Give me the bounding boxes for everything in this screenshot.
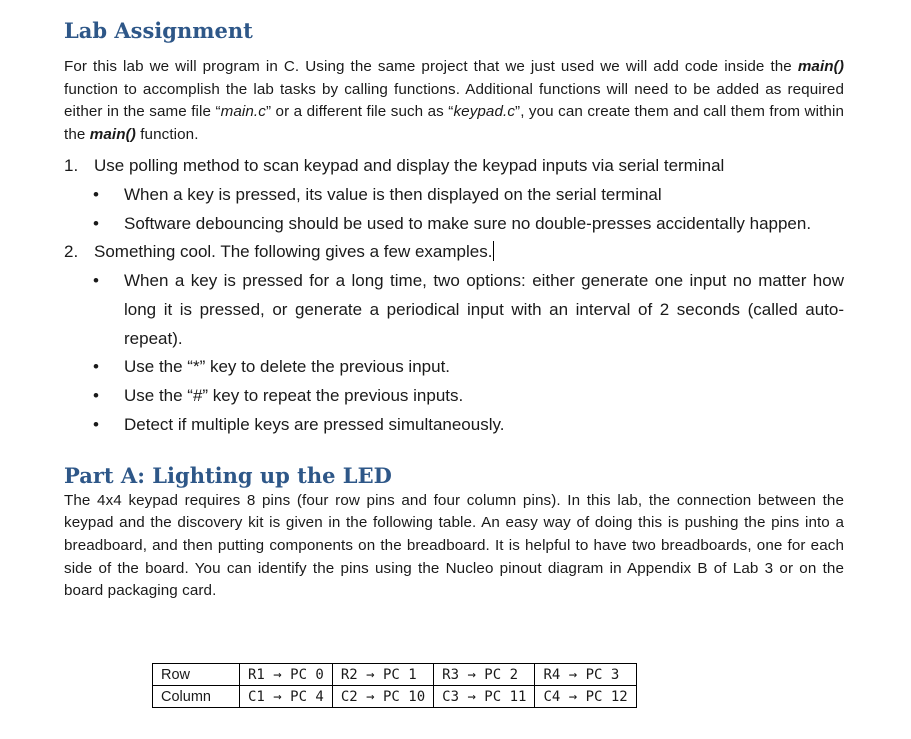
task-list [64,152,844,439]
table-row [153,686,637,708]
column-label-cell: Column [153,686,240,708]
document-page [64,14,844,603]
bullet-text: When a key is pressed for a long time, two options: either generate one input no matter how long it is pressed, or generate a periodical input with an interval of 2 seconds (called auto-repeat). [124,270,844,348]
intro-text-1: For this lab we will program in C. Using the same project that we just used we will add code inside the [64,58,798,75]
bullet-icon: • [93,213,99,233]
bullet-item [64,267,844,353]
pin-cell: C2 → PC 10 [332,686,433,708]
pin-mapping-table [152,663,637,708]
task-number: 1. [64,156,79,176]
bullet-icon: • [93,270,99,290]
lab-assignment-heading: Lab Assignment [64,18,253,43]
bullet-icon: • [93,184,99,204]
task-item [64,152,844,181]
bullet-item [64,210,844,239]
pin-cell: R3 → PC 2 [434,664,535,686]
sub-list-holder [64,181,844,239]
task-bullet-list [64,181,844,239]
bullet-text: Use the “*” key to delete the previous input. [124,357,451,377]
part-a-heading: Part A: Lighting up the LED [64,462,392,488]
bullet-icon: • [93,386,99,406]
bullet-text: When a key is pressed, its value is then displayed on the serial terminal [124,184,662,204]
main-function-ref: main() [89,125,136,143]
task-text: Use polling method to scan keypad and display the keypad inputs via serial terminal [94,156,725,176]
text-cursor [493,241,494,261]
bullet-text: Use the “#” key to repeat the previous inputs. [124,386,464,406]
bullet-item [64,382,844,411]
task-bullet-list [64,267,844,440]
bullet-icon: • [93,357,99,377]
task-number: 2. [64,242,79,262]
pin-cell: C4 → PC 12 [535,686,636,708]
bullet-item [64,353,844,382]
keypad-c-filename: keypad.c [453,103,516,121]
sub-list-holder [64,267,844,440]
bullet-item [64,411,844,440]
pin-cell: C1 → PC 4 [240,686,333,708]
bullet-icon: • [93,414,99,434]
pin-cell: R1 → PC 0 [240,664,333,686]
intro-text-4: ”, you can create them and call them from within the [64,103,844,143]
task-text: Something cool. The following gives a few examples. [94,242,493,262]
pin-cell: C3 → PC 11 [434,686,535,708]
intro-text-3: ” or a different file such as “ [265,103,454,121]
bullet-text: Software debouncing should be used to make sure no double-presses accidentally happen. [124,213,812,233]
intro-text-5: function. [135,125,199,143]
part-a-paragraph: The 4x4 keypad requires 8 pins (four row pins and four column pins). In this lab, the connection between the keypad and the discovery kit is given in the following table. An easy way of doing this is pushing the pins into a breadboard, and then putting components on the breadboard. It is helpful to have two breadboards, one for each side of the board. You can identify the pins using the Nucleo pinout diagram in Appendix B of Lab 3 or on the board packaging card. [64,491,844,600]
pin-cell: R4 → PC 3 [535,664,636,686]
bullet-text: Detect if multiple keys are pressed simultaneously. [124,414,505,434]
table-row [153,664,637,686]
bullet-item [64,181,844,210]
pin-cell: R2 → PC 1 [332,664,433,686]
main-c-filename: main.c [220,103,266,121]
row-label-cell: Row [153,664,240,686]
intro-paragraph [64,56,844,146]
task-item [64,238,844,267]
intro-text-2: function to accomplish the lab tasks by calling functions. Additional functions will need to be added as required either in the same file “ [64,80,844,121]
main-function-ref: main() [797,58,844,75]
